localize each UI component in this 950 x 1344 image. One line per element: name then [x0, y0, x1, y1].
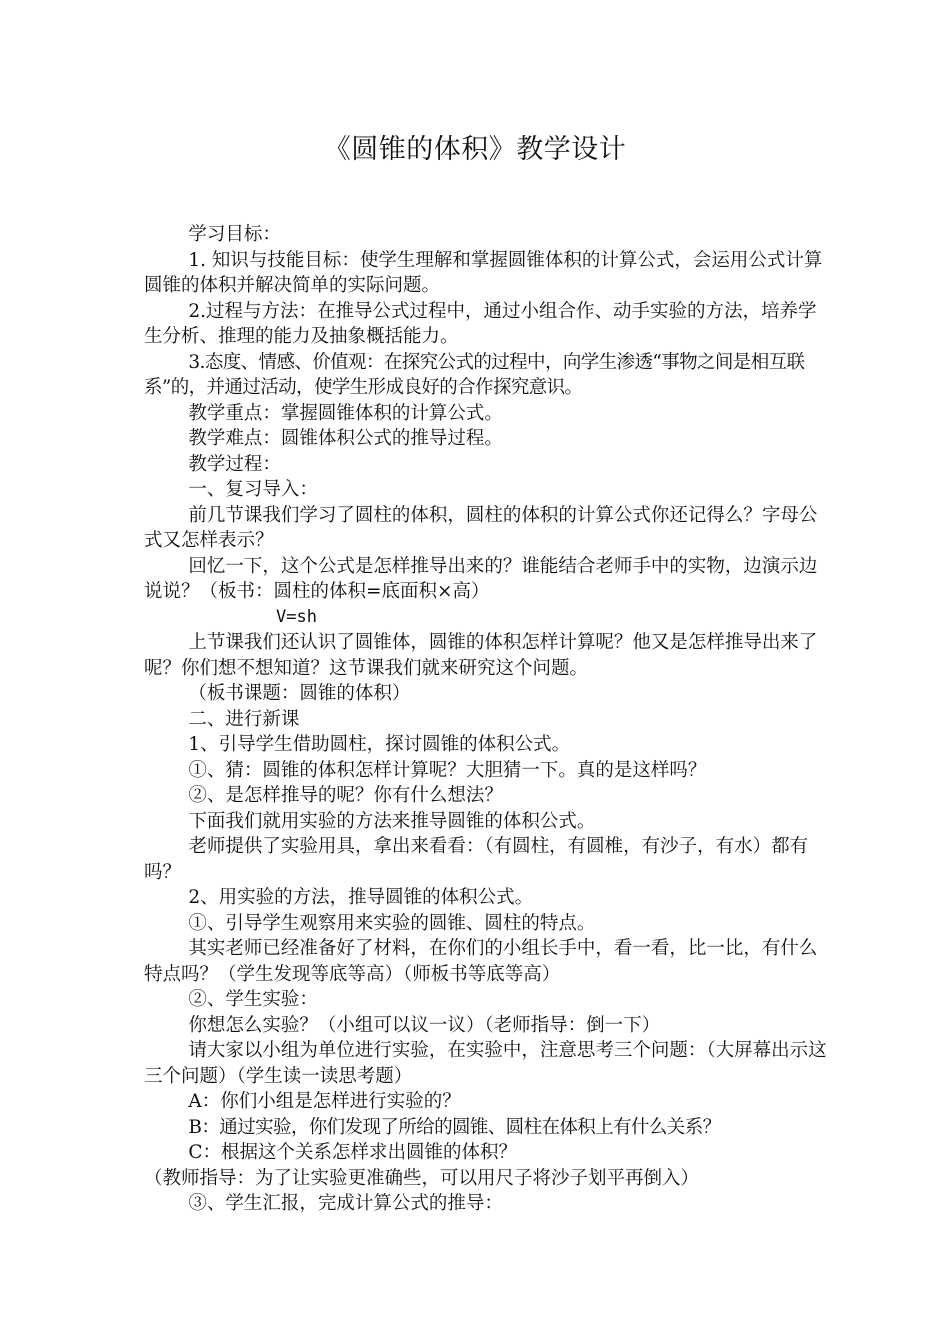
formula-line: V=sh [276, 606, 317, 627]
question-b: B：通过实验，你们发现了所给的圆锥、圆柱在体积上有什么关系？ [188, 1116, 721, 1138]
paragraph: 教学重点：掌握圆锥体积的计算公式。 [188, 402, 503, 424]
paragraph: ②、学生实验： [188, 989, 318, 1010]
section-heading: 一、复习导入： [188, 479, 318, 500]
paragraph: 2、用实验的方法，推导圆锥的体积公式。 [188, 887, 534, 908]
paragraph: 其实老师已经准备好了材料，在你们的小组长手中，看一看，比一比，有什么特点吗？（学生发现等底等高）（师板书等底等高） [144, 938, 818, 985]
paragraph: ①、猜：圆锥的体积怎样计算呢？大胆猜一下。真的是这样吗？ [188, 759, 707, 781]
paragraph: 老师提供了实验用具，拿出来看看：（有圆柱，有圆椎，有沙子，有水）都有吗？ [144, 836, 809, 883]
paragraph: 回忆一下，这个公式是怎样推导出来的？谁能结合老师手中的实物，边演示边说说？（板书：圆柱的体积=底面积×高） [144, 555, 818, 602]
paragraph: 请大家以小组为单位进行实验，在实验中，注意思考三个问题：（大屏幕出示这三个问题）（学生读一读思考题） [144, 1040, 827, 1087]
document-title: 《圆锥的体积》教学设计 [323, 134, 627, 165]
question-c: C：根据这个关系怎样求出圆锥的体积？ [188, 1142, 518, 1163]
paragraph: ②、是怎样推导的呢？你有什么想法？ [188, 785, 503, 806]
paragraph: 1、引导学生借助圆柱，探讨圆锥的体积公式。 [188, 734, 571, 755]
paragraph: 1. 知识与技能目标：使学生理解和掌握圆锥体积的计算公式，会运用公式计算圆锥的体积并解决简单的实际问题。 [144, 249, 823, 296]
paragraph: 教学过程： [188, 453, 281, 475]
paragraph: 教学难点：圆锥体积公式的推导过程。 [188, 428, 503, 449]
paragraph: （教师指导：为了让实验更准确些，可以用尺子将沙子划平再倒入） [144, 1167, 700, 1189]
paragraph: 前几节课我们学习了圆柱的体积，圆柱的体积的计算公式你还记得么？字母公式又怎样表示？ [144, 504, 818, 551]
paragraph: 3.态度、情感、价值观：在探究公式的过程中，向学生渗透“事物之间是相互联系”的，并通过活动，使学生形成良好的合作探究意识。 [144, 351, 805, 398]
document-body [144, 222, 834, 1217]
paragraph: 学习目标： [188, 224, 281, 245]
paragraph: 你想怎么实验？（小组可以议一议）（老师指导：倒一下） [188, 1014, 661, 1036]
paragraph: 下面我们就用实验的方法来推导圆锥的体积公式。 [188, 810, 596, 832]
section-heading: 二、进行新课 [188, 708, 300, 730]
paragraph: 2.过程与方法：在推导公式过程中，通过小组合作、动手实验的方法，培养学生分析、推理的能力及抽象概括能力。 [144, 300, 817, 347]
paragraph: ①、引导学生观察用来实验的圆锥、圆柱的特点。 [188, 912, 596, 934]
paragraph: （板书课题：圆锥的体积） [188, 683, 411, 704]
paragraph: ③、学生汇报，完成计算公式的推导： [188, 1193, 503, 1214]
paragraph: 上节课我们还认识了圆锥体，圆锥的体积怎样计算呢？他又是怎样推导出来了呢？你们想不想知道？这节课我们就来研究这个问题。 [144, 632, 818, 679]
question-a: A：你们小组是怎样进行实验的？ [188, 1091, 461, 1112]
